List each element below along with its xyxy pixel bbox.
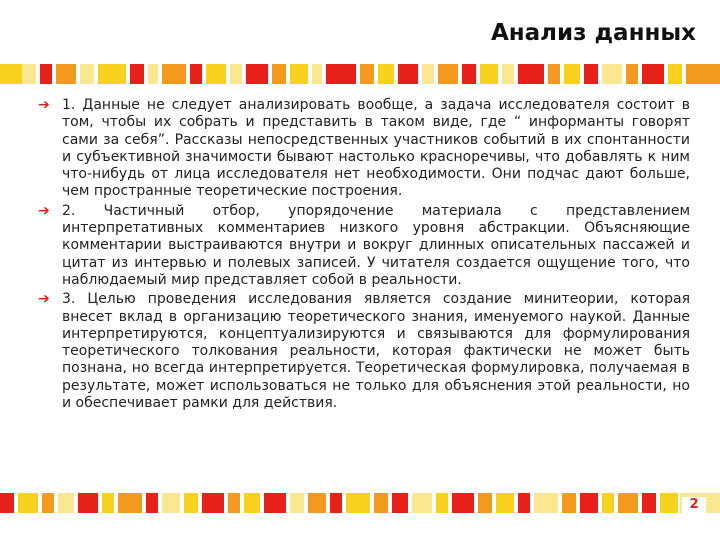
stripe-block (642, 64, 664, 84)
stripe-block (452, 493, 474, 513)
stripe-block (562, 493, 576, 513)
stripe-block (290, 493, 304, 513)
right-arrow-icon: ➔ (38, 291, 50, 308)
slide-title: Анализ данных (490, 20, 696, 46)
stripe-block (330, 493, 342, 513)
stripe-block (326, 64, 356, 84)
stripe-block (602, 64, 622, 84)
stripe-block (78, 493, 98, 513)
stripe-block (184, 493, 198, 513)
stripe-block (534, 493, 558, 513)
stripe-block (42, 493, 54, 513)
stripe-block (518, 493, 530, 513)
top-decorative-stripe (0, 64, 720, 84)
stripe-block (118, 493, 142, 513)
stripe-block (602, 493, 614, 513)
stripe-block (478, 493, 492, 513)
stripe-block (412, 493, 432, 513)
stripe-block (642, 493, 656, 513)
page-number: 2 (682, 497, 706, 513)
stripe-block (0, 64, 22, 84)
list-item-text: 1. Данные не следует анализировать вообще, а задача исследователя состоит в том, чтобы их собрать и представить в таком виде, где “ информанты говорят сами за себя”. Рассказы непосредственных участников событий в их спонтанности и субъективной значимости бывают настолько красноречивы, что добавлять к ним что-нибудь от лица исследователя нет необходимости. Они подчас дают больше, чем пространные теоретические построения. (62, 97, 690, 200)
stripe-block (272, 64, 286, 84)
stripe-block (264, 493, 286, 513)
stripe-block (308, 493, 326, 513)
bottom-decorative-stripe (0, 493, 720, 513)
stripe-block (480, 64, 498, 84)
stripe-block (246, 64, 268, 84)
stripe-block (422, 64, 434, 84)
stripe-block (580, 493, 598, 513)
stripe-block (58, 493, 74, 513)
right-arrow-icon: ➔ (38, 97, 50, 113)
stripe-block (40, 64, 52, 84)
stripe-block (398, 64, 418, 84)
stripe-block (244, 493, 260, 513)
list-item (38, 291, 690, 412)
stripe-block (618, 493, 638, 513)
stripe-block (0, 493, 14, 513)
stripe-block (102, 493, 114, 513)
stripe-block (548, 64, 560, 84)
stripe-block (146, 493, 158, 513)
list-item-text: 3. Целью проведения исследования является создание минитеории, которая внесет вклад в организацию теоретического знания, именуемого наукой. Данные интерпретируются, концептуализируются и связываются для формулирования теоретического толкования реальности, которая фактически не может быть познана, но всегда интерпретируется. Теоретическая формулировка, получаемая в результате, может использоваться не только для объяснения этой реальности, но и обеспечивает рамки для действия. (62, 291, 690, 412)
stripe-block (312, 64, 322, 84)
stripe-block (148, 64, 158, 84)
stripe-block (202, 493, 224, 513)
stripe-block (130, 64, 144, 84)
stripe-block (660, 493, 678, 513)
stripe-block (290, 64, 308, 84)
stripe-block (162, 493, 180, 513)
stripe-block (564, 64, 580, 84)
stripe-block (18, 493, 38, 513)
stripe-block (360, 64, 374, 84)
stripe-block (518, 64, 544, 84)
stripe-block (392, 493, 408, 513)
stripe-block (230, 64, 242, 84)
stripe-block (378, 64, 394, 84)
stripe-block (462, 64, 476, 84)
stripe-block (162, 64, 186, 84)
stripe-block (496, 493, 514, 513)
list-item (38, 97, 690, 201)
stripe-block (80, 64, 94, 84)
stripe-block (228, 493, 240, 513)
stripe-block (56, 64, 76, 84)
stripe-block (626, 64, 638, 84)
stripe-block (346, 493, 370, 513)
stripe-block (686, 64, 720, 84)
stripe-block (374, 493, 388, 513)
stripe-block (206, 64, 226, 84)
stripe-block (436, 493, 448, 513)
stripe-block (22, 64, 36, 84)
list-item (38, 203, 690, 289)
right-arrow-icon: ➔ (38, 202, 50, 219)
list-item-text: 2. Частичный отбор, упорядочение материала с представлением интерпретативных комментариев низкого уровня абстракции. Объясняющие комментарии выстраиваются внутри и вокруг длинных описательных пассажей и цитат из интервью и полевых записей. У читателя создается ощущение того, что наблюдаемый мир представляет собой в реальности. (62, 202, 690, 288)
stripe-block (668, 64, 682, 84)
stripe-block (98, 64, 126, 84)
content-list (38, 97, 690, 412)
stripe-block (438, 64, 458, 84)
stripe-block (190, 64, 202, 84)
stripe-block (584, 64, 598, 84)
stripe-block (502, 64, 514, 84)
